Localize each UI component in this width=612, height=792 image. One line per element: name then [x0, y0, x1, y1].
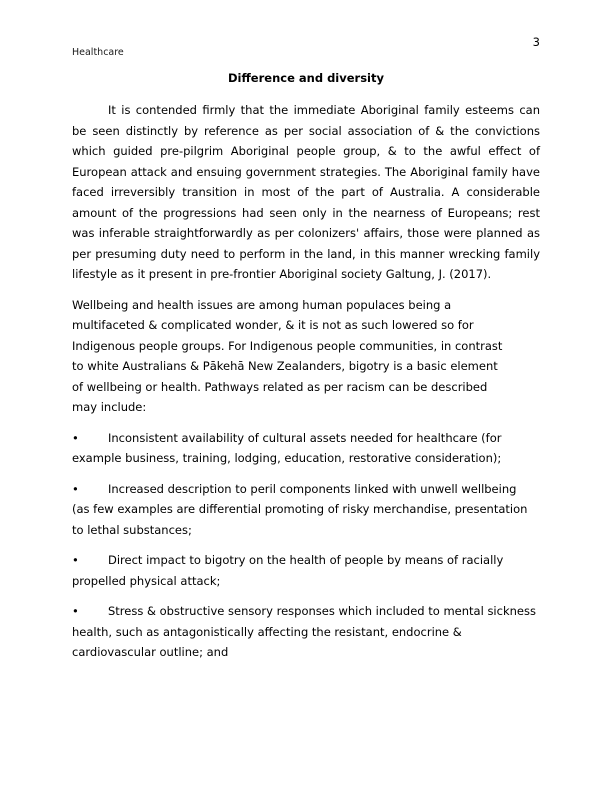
bullet-text: Direct impact to bigotry on the health of people by means of racially propelled physical attack; [72, 553, 504, 588]
bullet-item [72, 479, 540, 541]
bullet-marker: • [72, 430, 79, 445]
bullet-text: Increased description to peril components linked with unwell wellbeing (as few examples are differential promoting of risky merchandise, presentation to lethal substances; [72, 481, 528, 537]
running-head: Healthcare [72, 47, 124, 58]
paragraph-family-values: It is contended firmly that the immediate Aboriginal family esteems can be seen distinctly by reference as per social association of & the convictions which guided pre-pilgrim Aboriginal people group, & to the awful effect of European attack and ensuing government strategies. The Aboriginal family have faced irreversibly transition in most of the part of Australia. A considerable amount of the progressions had seen only in the nearness of Europeans; rest was inferable straightforwardly as per colonizers' affairs, those were planned as per presuming duty need to perform in the land, in this manner wrecking family lifestyle as it present in pre-frontier Aboriginal society Galtung, J. (2017). [72, 103, 540, 281]
bullet-marker: • [72, 553, 79, 567]
bullet-item [72, 550, 540, 591]
bullet-text: Inconsistent availability of cultural assets needed for healthcare (for example business, training, lodging, education, restorative consideration); [72, 430, 502, 465]
bullet-text: Stress & obstructive sensory responses which included to mental sickness health, such as antagonistically affecting the resistant, endocrine & cardiovascular outline; and [72, 604, 536, 659]
section-title: Difference and diversity [228, 71, 384, 85]
bullet-marker: • [72, 481, 79, 496]
bullet-marker: • [72, 604, 79, 618]
paragraph-wellbeing: Wellbeing and health issues are among human populaces being a multifaceted & complicated wonder, & it is not as such lowered so for Indigenous people groups. For Indigenous people communities, in contrast to white Australians & Pākehā New Zealanders, bigotry is a basic element of wellbeing or health. Pathways related as per racism can be described may include: [72, 297, 503, 414]
document-body [72, 100, 540, 663]
page-number: 3 [532, 35, 540, 49]
bullet-item [72, 601, 540, 663]
bullet-item [72, 428, 540, 469]
